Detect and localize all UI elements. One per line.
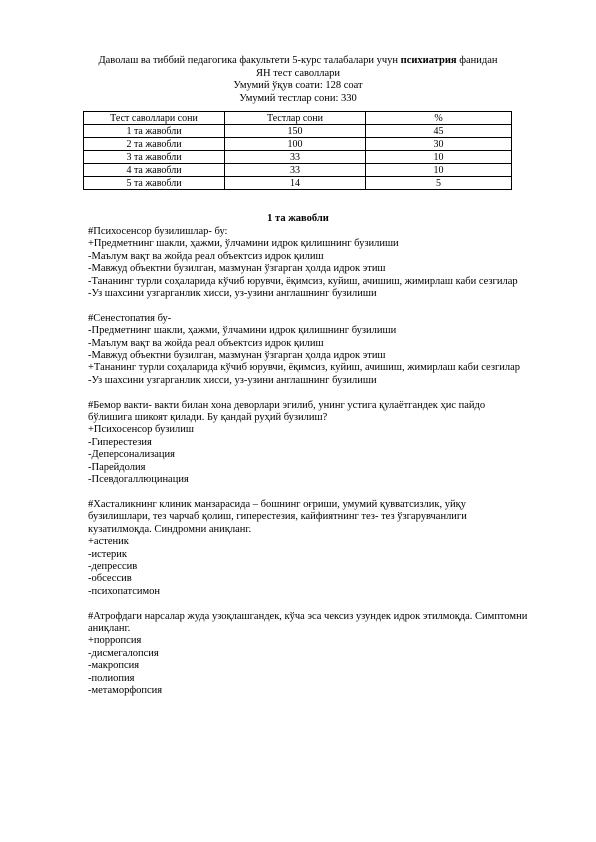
table-header-cell: Тест саволлари сони — [84, 112, 225, 125]
table-cell: 100 — [225, 138, 366, 151]
question-block — [88, 400, 528, 487]
answer-option: +Психосенсор бузилиш — [88, 424, 194, 436]
question-stem: #Сенестопатия бу- — [88, 312, 172, 324]
answer-option: -дисмегалопсия — [88, 647, 159, 659]
table-cell: 14 — [225, 177, 366, 190]
header-title-pre: Даволаш ва тиббий педагогика факультети 5-курс талабалари учун — [98, 55, 401, 66]
table-cell: 45 — [366, 125, 512, 138]
answer-option: -макропсия — [88, 660, 140, 672]
table-row — [84, 125, 512, 138]
answer-option: -Уз шахсини узгарганлик хисси, уз-узини англашнинг бузилиши — [88, 374, 377, 386]
table-cell: 10 — [366, 151, 512, 164]
answer-option: -Маълум вақт ва жойда реал объектсиз идрок қилиш — [88, 337, 324, 349]
table-cell: 30 — [366, 138, 512, 151]
question-stem: #Хасталикнинг клиник манзарасида – бошнинг оғриши, умумий қувватсизлик, уйқу бузилишлари, тез чарчаб қолиш, гиперестезия, кайфиятнинг тез- тез ўзгарувчанлиги кузатилмоқда. Синдромни аниқланг. — [88, 498, 467, 535]
table-row — [84, 177, 512, 190]
answer-option: -Уз шахсини узгарганлик хисси, уз-узини англашнинг бузилиши — [88, 288, 377, 300]
header-title-line — [70, 55, 526, 68]
answer-option: -метаморфопсия — [88, 684, 163, 696]
table-cell: 33 — [225, 151, 366, 164]
table-cell: 2 та жавобли — [84, 138, 225, 151]
answer-option: -Мавжуд объектни бузилган, мазмунан ўзгарган ҳолда идрок этиш — [88, 263, 386, 275]
table-row — [84, 138, 512, 151]
table-cell: 4 та жавобли — [84, 164, 225, 177]
table-header-row — [84, 112, 512, 125]
question-stem: #Атрофдаги нарсалар жуда узоқлашгандек, кўча эса чексиз узундек идрок этилмоқда. Симптомни аниқланг. — [88, 610, 528, 634]
section-title: 1 та жавобли — [267, 213, 329, 224]
question-stem: #Психосенсор бузилишлар- бу: — [88, 226, 228, 237]
header-study-hours: Умумий ўқув соати: 128 соат — [233, 80, 363, 92]
answer-option: +астеник — [88, 536, 129, 548]
answer-option: -Предметнинг шакли, ҳажми, ўлчамини идрок қилишнинг бузилиши — [88, 325, 397, 337]
table-header-cell: Тестлар сони — [225, 112, 366, 125]
header-total-tests: Умумий тестлар сони: 330 — [239, 92, 357, 104]
test-distribution-table — [83, 111, 512, 190]
question-block — [88, 611, 528, 698]
answer-option: -полиопия — [88, 672, 135, 684]
table-cell: 3 та жавобли — [84, 151, 225, 164]
answer-option: -психопатсимон — [88, 585, 161, 597]
table-cell: 10 — [366, 164, 512, 177]
questions-list — [88, 226, 528, 710]
question-block — [88, 226, 528, 300]
table-row — [84, 151, 512, 164]
table-cell: 33 — [225, 164, 366, 177]
answer-option: -Гиперестезия — [88, 436, 152, 448]
question-block — [88, 499, 528, 598]
answer-option: +Тананинг турли соҳаларида кўчиб юрувчи, ёқимсиз, куйиш, ачишиш, жимирлаш каби сезгилар — [88, 362, 521, 374]
table-cell: 1 та жавобли — [84, 125, 225, 138]
answer-option: -Тананинг турли соҳаларида кўчиб юрувчи, ёқимсиз, куйиш, ачишиш, жимирлаш каби сезгилар — [88, 275, 518, 287]
table-cell: 5 та жавобли — [84, 177, 225, 190]
answer-option: -истерик — [88, 548, 127, 560]
answer-option: -Деперсонализация — [88, 449, 175, 461]
document-header — [70, 55, 526, 105]
table-header-cell: % — [366, 112, 512, 125]
header-title-post: фанидан — [456, 55, 498, 66]
header-subtitle: ЯН тест саволлари — [255, 67, 341, 79]
answer-option: +Предметнинг шакли, ҳажми, ўлчамини идрок қилишнинг бузилиши — [88, 238, 399, 250]
question-block — [88, 313, 528, 387]
answer-option: -Псевдогаллюцинация — [88, 474, 189, 486]
table-cell: 5 — [366, 177, 512, 190]
answer-option: -Мавжуд объектни бузилган, мазмунан ўзгарган ҳолда идрок этиш — [88, 350, 386, 362]
answer-option: -Маълум вақт ва жойда реал объектсиз идрок қилиш — [88, 250, 324, 262]
answer-option: +порропсия — [88, 635, 142, 647]
answer-option: -Парейдолия — [88, 461, 146, 473]
answer-option: -депрессив — [88, 560, 138, 572]
table-row — [84, 164, 512, 177]
header-subject: психиатрия — [400, 55, 457, 66]
question-stem: #Бемор вакти- вакти билан хона деворлари эгилиб, унинг устига қулаётгандек ҳис пайдо бўлишига шикоят қилади. Бу қандай руҳий бузилиш? — [88, 399, 486, 424]
table-cell: 150 — [225, 125, 366, 138]
answer-option: -обсессив — [88, 573, 132, 585]
